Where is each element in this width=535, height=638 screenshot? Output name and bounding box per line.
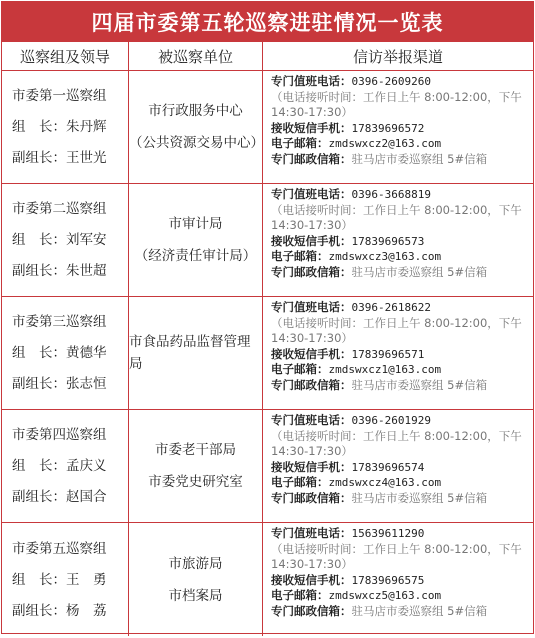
channel-cell (263, 71, 533, 183)
table-header (2, 42, 533, 71)
duty-phone-value: 15639611290 (351, 527, 425, 540)
postbox-value: 驻马店市委巡察组 5#信箱 (351, 490, 488, 505)
call-hours: （电话接听时间：工作日上午 8:00-12:00，下午 14:30-17:30） (271, 89, 522, 119)
unit-cell (129, 71, 263, 183)
email-value[interactable]: zmdswxcz3@163.com (328, 250, 442, 263)
postbox-value: 驻马店市委巡察组 5#信箱 (351, 151, 488, 166)
postbox-label: 专门邮政信箱： (271, 603, 352, 618)
unit-main: 市行政服务中心 (148, 103, 243, 119)
sms-label: 接收短信手机： (271, 346, 352, 361)
unit-sub: （公共资源交易中心） (129, 135, 264, 151)
group-deputy: 副组长：王世光 (12, 149, 107, 166)
group-deputy: 副组长：张志恒 (12, 375, 107, 392)
group-cell (2, 184, 129, 296)
email-label: 电子邮箱： (271, 136, 329, 150)
call-hours: （电话接听时间：工作日上午 8:00-12:00，下午 14:30-17:30） (271, 315, 522, 345)
group-name: 市委第三巡察组 (12, 314, 107, 331)
duty-phone-label: 专门值班电话： (271, 526, 352, 540)
email-value[interactable]: zmdswxcz1@163.com (328, 363, 442, 376)
email-label: 电子邮箱： (271, 588, 329, 602)
table-row (2, 71, 533, 184)
sms-value: 17839696571 (351, 347, 425, 361)
channel-cell (263, 297, 533, 409)
email-label: 电子邮箱： (271, 249, 329, 263)
postbox-value: 驻马店市委巡察组 5#信箱 (351, 603, 488, 618)
duty-phone-label: 专门值班电话： (271, 300, 352, 314)
group-leader: 组 长：孟庆义 (12, 457, 107, 474)
channel-cell (263, 523, 533, 636)
unit-cell (129, 523, 263, 636)
email-value[interactable]: zmdswxcz5@163.com (328, 589, 442, 602)
postbox-value: 驻马店市委巡察组 5#信箱 (351, 377, 488, 392)
group-name: 市委第五巡察组 (12, 540, 107, 557)
group-leader: 组 长：刘军安 (12, 231, 107, 248)
unit-cell (129, 410, 263, 522)
call-hours: （电话接听时间：工作日上午 8:00-12:00，下午 14:30-17:30） (271, 541, 522, 571)
postbox-value: 驻马店市委巡察组 5#信箱 (351, 264, 488, 279)
group-leader: 组 长：王 勇 (12, 571, 107, 588)
sms-value: 17839696574 (351, 460, 425, 474)
postbox-label: 专门邮政信箱： (271, 151, 352, 166)
group-cell (2, 297, 129, 409)
inspection-table (1, 1, 534, 634)
table-row (2, 410, 533, 523)
email-value[interactable]: zmdswxcz2@163.com (328, 137, 442, 150)
unit-main: 市委老干部局 (155, 442, 236, 458)
email-value[interactable]: zmdswxcz4@163.com (328, 476, 442, 489)
sms-value: 17839696572 (351, 121, 425, 135)
unit-cell (129, 297, 263, 409)
unit-sub: （经济责任审计局） (134, 248, 257, 264)
header-channel: 信访举报渠道 (352, 47, 443, 66)
unit-sub: 市委党史研究室 (148, 474, 243, 490)
unit-main: 市旅游局 (168, 555, 223, 572)
sms-label: 接收短信手机： (271, 120, 352, 135)
duty-phone-value: 0396-2609260 (351, 75, 431, 88)
group-leader: 组 长：朱丹辉 (12, 118, 107, 135)
sms-value: 17839696575 (351, 573, 425, 587)
unit-main: 市审计局 (168, 216, 223, 232)
table-body (2, 71, 533, 636)
group-name: 市委第一巡察组 (12, 88, 107, 105)
group-cell (2, 71, 129, 183)
call-hours: （电话接听时间：工作日上午 8:00-12:00，下午 14:30-17:30） (271, 202, 522, 232)
sms-label: 接收短信手机： (271, 572, 352, 587)
postbox-label: 专门邮政信箱： (271, 490, 352, 505)
group-cell (2, 523, 129, 636)
call-hours: （电话接听时间：工作日上午 8:00-12:00，下午 14:30-17:30） (271, 428, 522, 458)
header-group: 巡察组及领导 (2, 42, 129, 70)
table-row (2, 523, 533, 636)
group-deputy: 副组长：赵国合 (12, 488, 107, 505)
sms-value: 17839696573 (351, 234, 425, 248)
unit-main: 市食品药品监督管理局 (129, 334, 251, 372)
header-unit: 被巡察单位 (129, 42, 263, 70)
unit-cell (129, 184, 263, 296)
sms-label: 接收短信手机： (271, 459, 352, 474)
postbox-label: 专门邮政信箱： (271, 264, 352, 279)
duty-phone-value: 0396-2618622 (351, 301, 431, 314)
page-title: 四届市委第五轮巡察进驻情况一览表 (2, 2, 533, 42)
email-label: 电子邮箱： (271, 475, 329, 489)
duty-phone-value: 0396-2601929 (351, 414, 431, 427)
duty-phone-label: 专门值班电话： (271, 187, 352, 201)
table-row (2, 184, 533, 297)
group-deputy: 副组长：杨 荔 (12, 602, 107, 619)
group-name: 市委第二巡察组 (12, 201, 107, 218)
group-cell (2, 410, 129, 522)
postbox-label: 专门邮政信箱： (271, 377, 352, 392)
sms-label: 接收短信手机： (271, 233, 352, 248)
unit-sub: 市档案局 (168, 587, 223, 604)
group-leader: 组 长：黄德华 (12, 344, 107, 361)
email-label: 电子邮箱： (271, 362, 329, 376)
group-name: 市委第四巡察组 (12, 427, 107, 444)
table-row (2, 297, 533, 410)
duty-phone-value: 0396-3668819 (351, 188, 431, 201)
duty-phone-label: 专门值班电话： (271, 74, 352, 88)
group-deputy: 副组长：朱世超 (12, 262, 107, 279)
duty-phone-label: 专门值班电话： (271, 413, 352, 427)
channel-cell (263, 184, 533, 296)
channel-cell (263, 410, 533, 522)
